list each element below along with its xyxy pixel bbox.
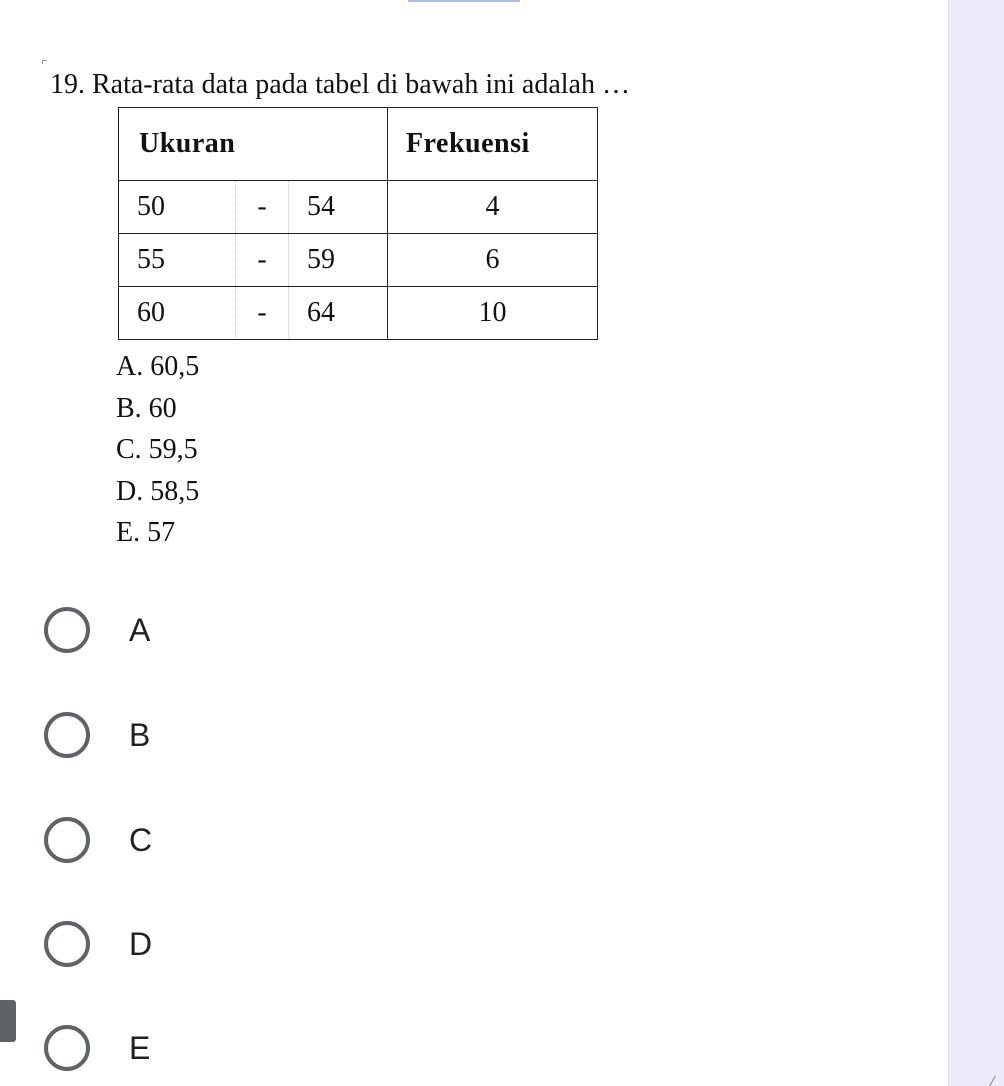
frequency-value: 10 [388, 287, 598, 340]
choice-text-e: E. 57 [116, 517, 176, 548]
image-corner-mark [42, 60, 47, 64]
class-dash: - [236, 234, 289, 287]
table-header-row [119, 108, 598, 181]
radio-option-c[interactable] [44, 810, 344, 870]
radio-label: B [129, 716, 151, 753]
focus-indicator [0, 1000, 16, 1042]
class-dash: - [236, 181, 289, 234]
class-lower-bound: 55 [119, 234, 236, 287]
class-upper-bound: 54 [289, 181, 388, 234]
radio-label: C [129, 821, 153, 858]
question-image [0, 0, 940, 560]
radio-circle-icon[interactable] [44, 712, 90, 758]
choices-list [116, 346, 199, 554]
class-dash: - [236, 287, 289, 340]
radio-option-d[interactable] [44, 914, 344, 974]
table-row [119, 287, 598, 340]
right-side-panel [948, 0, 1004, 1086]
radio-circle-icon[interactable] [44, 1025, 90, 1071]
radio-circle-icon[interactable] [44, 607, 90, 653]
choice-text-b: B. 60 [116, 392, 177, 424]
radio-option-e[interactable] [44, 1018, 344, 1078]
radio-label: E [129, 1029, 151, 1066]
table-row [119, 234, 598, 287]
table-row [119, 181, 598, 234]
class-upper-bound: 64 [289, 287, 388, 340]
frequency-value: 6 [388, 234, 598, 287]
radio-label: D [129, 925, 153, 962]
header-frekuensi: Frekuensi [388, 108, 598, 181]
choice-text-a: A. 60,5 [116, 351, 200, 382]
radio-label: A [129, 611, 151, 648]
radio-circle-icon[interactable] [44, 817, 90, 863]
frequency-table [118, 107, 598, 340]
class-lower-bound: 50 [119, 181, 236, 234]
class-upper-bound: 59 [289, 234, 388, 287]
radio-circle-icon[interactable] [44, 921, 90, 967]
choice-text-d: D. 58,5 [116, 475, 200, 507]
radio-option-b[interactable] [44, 705, 344, 765]
class-lower-bound: 60 [119, 287, 236, 340]
header-ukuran: Ukuran [119, 108, 388, 181]
frequency-value: 4 [388, 181, 598, 234]
radio-option-a[interactable] [44, 600, 344, 660]
choice-text-c: C. 59,5 [116, 434, 198, 465]
question-title: 19. Rata-rata data pada tabel di bawah ini adalah … [50, 69, 630, 100]
